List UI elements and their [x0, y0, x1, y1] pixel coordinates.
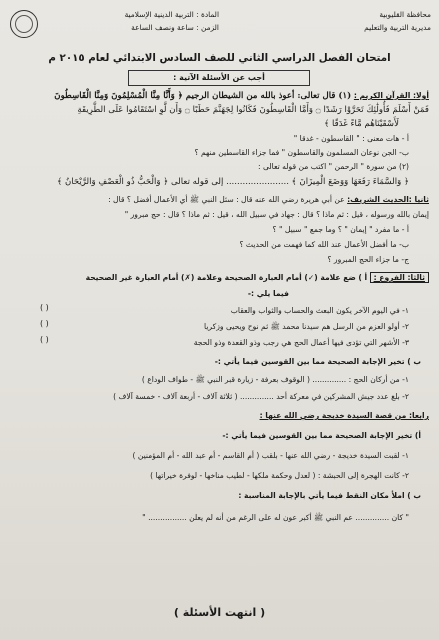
q1-line — [9, 90, 429, 102]
q1-verse-2: فَمَنْ أَسْلَمَ فَأُولَٰئِكَ تَحَرَّوْا رَشَدًا ۝ وَأَمَّا الْقَاسِطُونَ فَكَانُوا لِجَهَنَّمَ حَطَبًا ۝ وَأَن لَّوِ اسْتَقَامُوا عَلَى الطَّرِيقَةِ — [77, 105, 429, 115]
q3-part-a-2: فيما يلي :- — [247, 289, 289, 298]
ministry-logo-icon — [10, 10, 38, 38]
q3-part-b: ب ) تخير الإجابة الصحيحة مما بين القوسين فيما يأتي :- — [214, 357, 421, 366]
exam-time: الزمن : ساعة ونصف الساعة — [131, 23, 219, 32]
q3-statement-1: ١- في اليوم الآخر يكون البعث والحساب والثواب والعقاب — [230, 306, 409, 315]
end-of-questions: ( انتهت الأسئلة ) — [173, 606, 266, 619]
directorate: مديرية التربية والتعليم — [364, 23, 431, 32]
q1-a: أ - هات معنى : " القاسطون - غدقا " — [293, 134, 409, 143]
q3-line — [9, 272, 429, 284]
q1-verse-4: ﴿ وَالسَّمَاءَ رَفَعَهَا وَوَضَعَ الْمِيزَانَ ﴾ ....................... إلى قوله تعالى ﴿ وَالْحَبُّ ذُو الْعَصْفِ وَالرَّيْحَانُ ﴾ — [57, 177, 409, 187]
q3-statement-3: ٣- الأشهر التي تؤدى فيها أعمال الحج هي رجب وذو القعدة وذو الحجة — [193, 338, 409, 347]
q1-c2: (٢) من سورة " الرحمن " اكتب من قوله تعالى : — [258, 162, 409, 171]
q3-answer-3[interactable]: ( ) — [40, 335, 49, 344]
instruction-box: أجب عن الأسئلة الآتية : — [128, 70, 310, 86]
q1-verse-3: لَأَسْقَيْنَاهُم مَّاءً غَدَقًا ﴾ — [324, 119, 399, 129]
exam-title: امتحان الفصل الدراسي الثاني للصف السادس الابتدائي لعام ٢٠١٥ م — [48, 52, 391, 64]
q2-c: ج- ما جزاء الحج المبرور ؟ — [327, 255, 409, 264]
q2-a: أ - ما مفرد " إيمان " ؟ وما جمع " سبيل " ؟ — [272, 225, 409, 234]
q3-b1: ١- من أركان الحج : .............. ( الوقوف بعرفة - زيارة قبر النبي ﷺ - طواف الوداع ) — [141, 375, 409, 384]
q3-part-a: أ ) ضع علامة (✓) أمام العبارة الصحيحة وعلامة (✗) أمام العبارة غير الصحيحة — [85, 273, 368, 282]
q2-text: إيمان بالله ورسوله ، قيل : ثم ماذا ؟ قال : جهاد في سبيل الله ، قيل : ثم ماذا ؟ قال : حج مبرور " — [124, 210, 429, 219]
q4-a2: ٢- كانت الهجرة إلى الحبشة : ( لعدل وحكمة ملكها - لطيب مناخها - لوفرة خيراتها ) — [150, 471, 409, 480]
q2-line — [9, 194, 429, 206]
header-left — [44, 8, 219, 34]
q4-heading: رابعا: من قصة السيدة خديجة رضي الله عنها : — [259, 411, 429, 420]
header-right — [311, 8, 431, 34]
q2-intro: عن أبي هريرة رضي الله عنه قال : سئل النبي ﷺ أي الأعمال أفضل ؟ قال : — [108, 195, 345, 204]
q3-b2: ٢- بلغ عدد جيش المشركين في معركة أحد .............. ( ثلاثة آلاف - أربعة آلاف - خمسة آلاف ) — [113, 392, 409, 401]
q3-statement-2: ٢- أولو العزم من الرسل هم سيدنا محمد ﷺ ثم نوح ويحيى وزكريا — [204, 322, 409, 331]
q4-part-a: أ) تخير الإجابة الصحيحة مما بين القوسين فيما يأتي :- — [222, 431, 421, 440]
subject: المادة : التربية الدينية الإسلامية — [124, 10, 219, 19]
q2-heading: ثانيا :الحديث الشريف: — [347, 195, 429, 204]
q1-verse-1: (١) قال تعالى: أعوذ بالله من الشيطان الرجيم ﴿ وَأَنَّا مِنَّا الْمُسْلِمُونَ وَمِنَّا الْقَاسِطُونَ — [54, 91, 352, 101]
q4-part-b: ب ) املأ مكان النقط فيما يأتي بالإجابة المناسبة : — [238, 491, 421, 500]
q4-a1: ١- لقبت السيدة خديجة - رضي الله عنها - بلقب ( أم القاسم - أم عبد الله - أم المؤمنين ) — [132, 451, 409, 460]
governorate: محافظة القليوبية — [379, 10, 431, 19]
q3-answer-2[interactable]: ( ) — [40, 319, 49, 328]
exam-header — [0, 6, 439, 50]
q3-heading: ثالثا: الفروع : — [370, 272, 429, 283]
q4-b1: " كان .............. عم النبي ﷺ أكبر عون له على الرغم من أنه لم يعلن ................ " — [142, 513, 409, 522]
q2-b: ب- ما أفضل الأعمال عند الله كما فهمت من الحديث ؟ — [239, 240, 409, 249]
q1-b: ب- الجن نوعان المسلمون والقاسطون " فما جزاء القاسطين منهم ؟ — [194, 148, 409, 157]
q1-heading: أولا: القرآن الكريم : — [353, 91, 429, 100]
q3-answer-1[interactable]: ( ) — [40, 303, 49, 312]
